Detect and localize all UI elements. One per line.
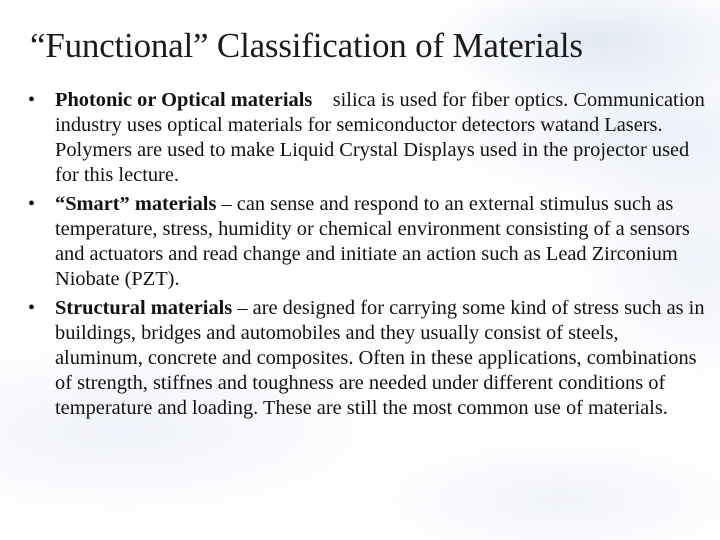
bullet-photonic-materials	[28, 88, 708, 188]
bullet-term: “Smart” materials	[55, 193, 217, 215]
bullet-marker: •	[28, 193, 36, 215]
bullet-list	[28, 88, 708, 425]
bullet-marker: •	[28, 297, 36, 319]
bullet-structural-materials	[28, 296, 708, 421]
bullet-smart-materials	[28, 192, 708, 292]
bullet-text: silica is used for fiber optics. Communication industry uses optical materials for semiconductor detectors watand Lasers. Polymers are used to make Liquid Crystal Displays used in the projector used for this lecture.	[55, 89, 710, 186]
bullet-term: Photonic or Optical materials	[55, 89, 313, 111]
bullet-term: Structural materials	[55, 297, 233, 319]
slide-title: “Functional” Classification of Materials	[30, 26, 583, 65]
bullet-text: – are designed for carrying some kind of stress such as in buildings, bridges and automobiles and they usually consist of steels, aluminum, concrete and composites. Often in these applications, combinations of strength, stiffnes and toughness are needed under different conditions of temperature and loading. These are still the most common use of materials.	[55, 297, 705, 419]
bullet-text: – can sense and respond to an external stimulus such as temperature, stress, humidity or chemical environment consisting of a sensors and actuators and read change and initiate an action such as Lead Zirconium Niobate (PZT).	[55, 193, 690, 290]
bullet-marker: •	[28, 89, 36, 111]
